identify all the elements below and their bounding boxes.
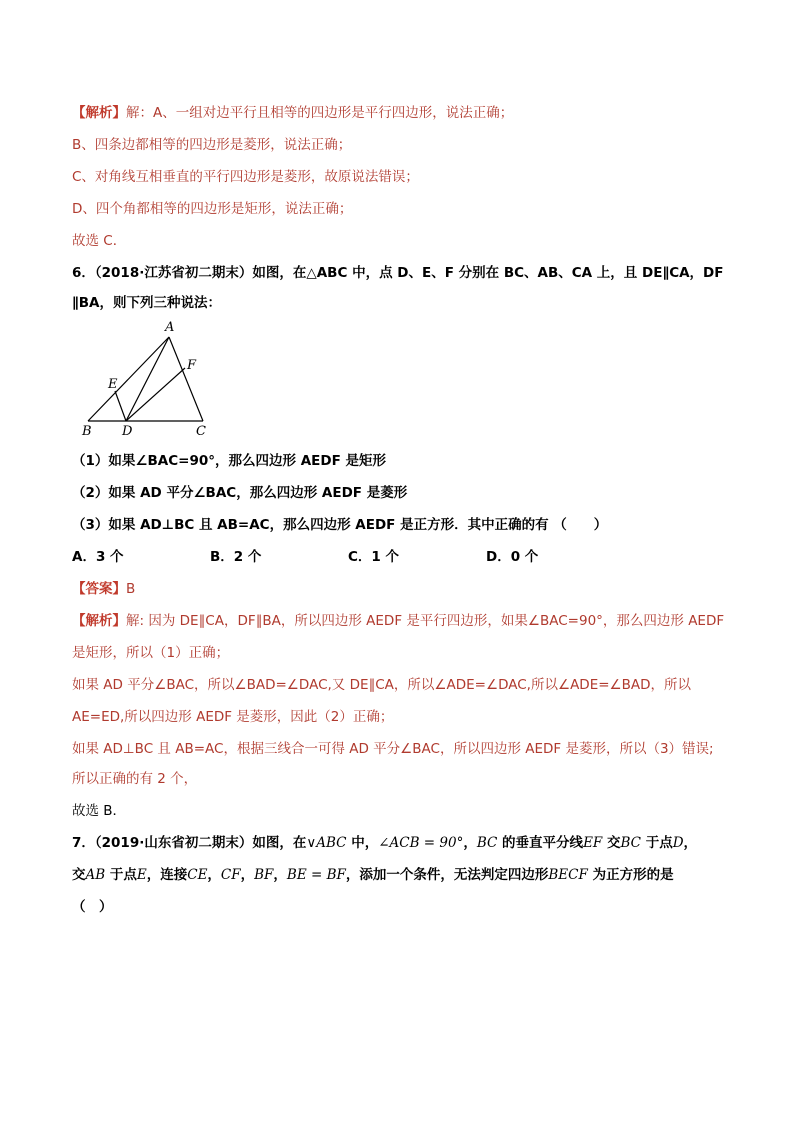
q6-stem-line2: ∥BA，则下列三种说法：	[72, 295, 221, 311]
q6-statement3: （3）如果 AD⊥BC 且 AB=AC，那么四边形 AEDF 是正方形．其中正确的有 （ ）	[72, 517, 608, 533]
analysis-tag: 【解析】	[72, 613, 126, 629]
label-a: A	[165, 320, 175, 335]
q6-answer	[72, 580, 732, 598]
q7-l2-text8: 为正方形的是	[587, 867, 674, 883]
answer-value: B	[126, 581, 136, 597]
segment-df	[126, 368, 185, 421]
q5-analysis-line1	[72, 104, 732, 122]
q7-prefix: 7．（2019·山东省初二期末）如图，在	[72, 835, 307, 851]
q6-analysis-line4: AE=ED,所以四边形 AEDF 是菱形，因此（2）正确；	[72, 709, 394, 725]
label-b: B	[82, 424, 92, 439]
q7-bc: BC	[476, 835, 498, 851]
option-d: D．0 个	[486, 549, 539, 565]
q6-analysis-text1: 解: 因为 DE∥CA，DF∥BA，所以四边形 AEDF 是平行四边形，如果∠BAC=90°，那么四边形 AEDF	[126, 613, 725, 629]
q7-ab: AB	[85, 867, 106, 883]
q7-e: E	[136, 867, 147, 883]
q6-analysis-line2: 是矩形，所以（1）正确；	[72, 645, 230, 661]
q7-stem-line3: （ ）	[72, 899, 113, 915]
q7-l2-text5: ，	[240, 867, 255, 883]
analysis-tag: 【解析】	[72, 105, 126, 121]
q7-text6: ，	[683, 835, 698, 851]
q7-ef: EF	[583, 835, 603, 851]
segment-ad	[126, 337, 169, 421]
q7-stem-line1	[72, 834, 732, 852]
label-c: C	[196, 424, 206, 439]
q6-statement2: （2）如果 AD 平分∠BAC，那么四边形 AEDF 是菱形	[72, 485, 408, 501]
option-a: A．3 个	[72, 549, 124, 565]
q7-text3: 的垂直平分线	[497, 835, 584, 851]
q7-l2-text4: ，	[207, 867, 221, 883]
q6-analysis-line5: 如果 AD⊥BC 且 AB=AC，根据三线合一可得 AD 平分∠BAC，所以四边形 AEDF 是菱形，所以（3）错误;	[72, 741, 714, 757]
q7-text1: 中，	[346, 835, 379, 851]
q5-analysis-line3: C、对角线互相垂直的平行四边形是菱形，故原说法错误；	[72, 169, 419, 185]
q7-be-bf: BE = BF	[286, 867, 346, 883]
triangle-figure	[78, 318, 218, 440]
q7-text2: ，	[463, 835, 477, 851]
q6-analysis-line6: 所以正确的有 2 个，	[72, 771, 198, 787]
q7-becf: BECF	[548, 867, 588, 883]
label-e: E	[108, 377, 118, 392]
q7-stem-line2	[72, 866, 732, 884]
q7-text4: 交	[602, 835, 621, 851]
q7-cf: CF	[220, 867, 241, 883]
segment-ac	[169, 337, 203, 421]
q5-analysis-line4: D、四个角都相等的四边形是矩形，说法正确；	[72, 201, 353, 217]
q7-l2-text2: 于点	[105, 867, 137, 883]
q7-ce: CE	[187, 867, 208, 883]
q7-l2-text3: ，连接	[146, 867, 188, 883]
q7-bf: BF	[254, 867, 274, 883]
label-f: F	[187, 358, 197, 373]
q6-analysis-line3: 如果 AD 平分∠BAC，所以∠BAD=∠DAC,又 DE∥CA，所以∠ADE=∠DAC,所以∠ADE=∠BAD，所以	[72, 677, 692, 693]
q7-l2-text7: ，添加一个条件，无法判定四边形	[345, 867, 549, 883]
q7-text5: 于点	[641, 835, 673, 851]
segment-de	[115, 391, 126, 421]
q7-angle: ∠ACB = 90°	[378, 835, 464, 851]
option-b: B．2 个	[210, 549, 262, 565]
label-d: D	[122, 424, 133, 439]
segment-ab	[88, 337, 169, 421]
q7-bc2: BC	[620, 835, 642, 851]
q7-d: D	[672, 835, 684, 851]
q5-analysis-text1: 解：A、一组对边平行且相等的四边形是平行四边形，说法正确；	[126, 105, 514, 121]
q6-stem-line1: 6．（2018·江苏省初二期末）如图，在△ABC 中，点 D、E、F 分别在 BC、AB、CA 上，且 DE∥CA，DF	[72, 265, 724, 281]
q7-triangle: ∨ABC	[306, 835, 347, 851]
q6-analysis-line1	[72, 612, 732, 630]
answer-tag: 【答案】	[72, 581, 126, 597]
q6-analysis-line7: 故选 B．	[72, 803, 127, 819]
q6-statement1: （1）如果∠BAC=90°，那么四边形 AEDF 是矩形	[72, 453, 386, 469]
q5-analysis-line2: B、四条边都相等的四边形是菱形，说法正确；	[72, 137, 352, 153]
option-c: C．1 个	[348, 549, 400, 565]
q7-l2-text1: 交	[72, 867, 86, 883]
q7-l2-text6: ，	[273, 867, 287, 883]
q5-analysis-line5: 故选 C．	[72, 233, 127, 249]
